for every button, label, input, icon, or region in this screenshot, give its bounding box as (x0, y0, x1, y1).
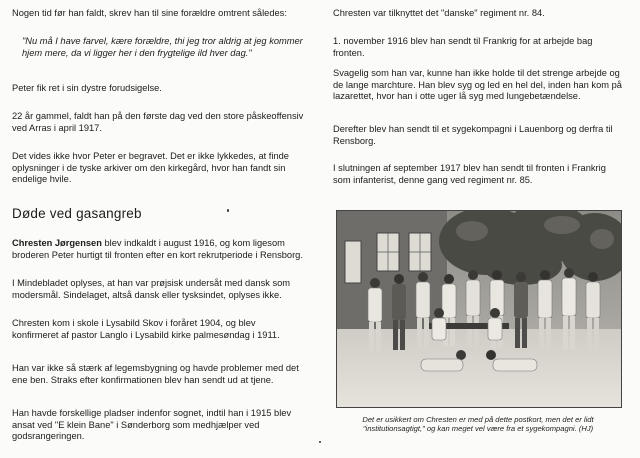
section-heading: Døde ved gasangreb (12, 206, 142, 221)
paragraph-illness: Svagelig som han var, kunne han ikke holde til det strenge arbejde og de lange marchture. Han blev syg og led en hel del, inden han kom på lazarettet, hvor han i otte uger lå syg med lungebetændelse. (333, 68, 622, 102)
group-photo (336, 210, 622, 408)
paragraph-sick-company: Derefter blev han sendt til et sygekompagni i Lauenborg og derfra til Rensborg. (333, 124, 613, 146)
paragraph-school: Chresten kom i skole i Lysabild Skov i foråret 1904, og blev konfirmeret af pastor Langlo i Lysabild kirke palmesøndag i 1911. (12, 318, 280, 340)
paragraph-regiment: Chresten var tilknyttet det "danske" regiment nr. 84. (333, 8, 545, 18)
paragraph-mindebladet: I Mindebladet oplyses, at han var prøjsisk undersåt med dansk som modersmål. Sindelaget, altså dansk eller tysksindet, oplyses ikke. (12, 278, 291, 300)
paragraph-conscription-text: blev indkaldt i august 1916, og kom ligesom broderen Peter hurtigt til fronten efter en kort rekrutperiode i Rensborg. (12, 238, 303, 260)
paragraph-work: Han havde forskellige pladser indenfor sognet, indtil han i 1915 blev ansat ved "E klein Bane" i Sønderborg som medhjælper ved godsrangeringen. (12, 408, 292, 442)
group-photo-illustration (337, 211, 621, 407)
paragraph-prediction: Peter fik ret i sin dystre forudsigelse. (12, 83, 162, 93)
paragraph-infantry: I slutningen af september 1917 blev han sendt til fronten i Frankrig som infanterist, denne gang ved regiment nr. 85. (333, 163, 606, 185)
paragraph-grave: Det vides ikke hvor Peter er begravet. Det er ikke lykkedes, at finde oplysninger i de tyske arkiver om den kirkegård, hvor han fandt sin endelige hvile. (12, 151, 289, 185)
photo-caption: Det er usikkert om Chresten er med på dette postkort, men det er lidt "institutionsagtigt," og kan meget vel være fra et sygekompagni. (HJ) (362, 415, 594, 434)
scan-speck (227, 209, 229, 212)
letter-quote: "Nu må I have farvel, kære forældre, thi jeg tror aldrig at jeg kommer hjem mere, da vi ligger her i den frygtelige ild hver dag." (22, 36, 303, 58)
scan-speck (319, 441, 321, 443)
paragraph-death: 22 år gammel, faldt han på den første dag ved den store påskeoffensiv ved Arras i april 1917. (12, 111, 304, 133)
paragraph-letter-intro: Nogen tid før han faldt, skrev han til sine forældre omtrent således: (12, 8, 287, 18)
paragraph-conscription (12, 238, 304, 261)
person-name: Chresten Jørgensen (12, 238, 102, 248)
paragraph-health: Han var ikke så stærk af legemsbygning og havde problemer med det ene ben. Straks efter konfirmationen blev han sendt ud at tjene. (12, 363, 299, 385)
paragraph-france: 1. november 1916 blev han sendt til Frankrig for at arbejde bag fronten. (333, 36, 593, 58)
